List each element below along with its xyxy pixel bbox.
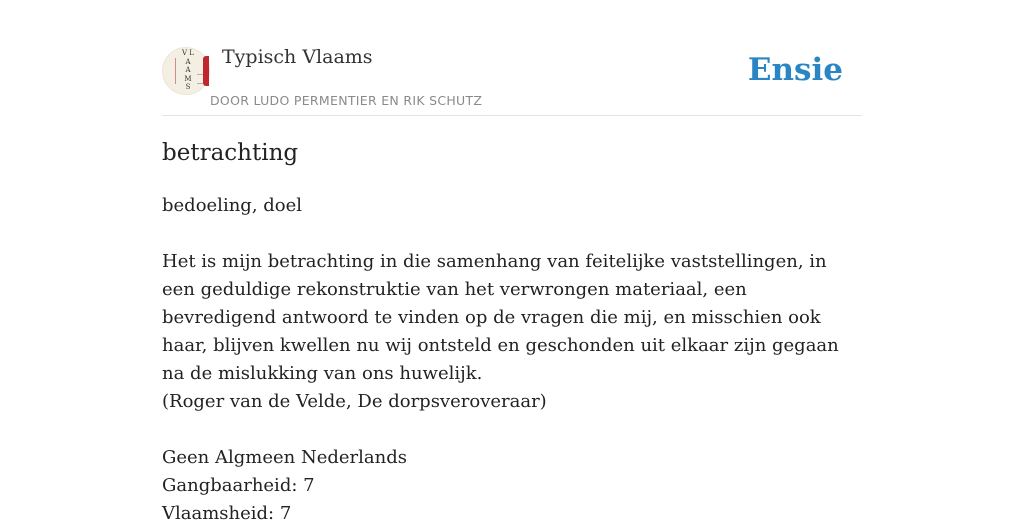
entry-source: (Roger van de Velde, De dorpsveroveraar) bbox=[162, 391, 547, 412]
entry-language-note: Geen Algmeen Nederlands bbox=[162, 447, 407, 468]
brand-logo[interactable]: Ensie bbox=[747, 52, 843, 88]
site-title[interactable]: Typisch Vlaams bbox=[222, 46, 373, 68]
site-header bbox=[162, 0, 862, 116]
entry-example: Het is mijn betrachting in die samenhang van feitelijke vaststellingen, in een geduldige rekonstruktie van het verwrongen materiaal, een bevredigend antwoord te vinden op de vragen die mij, en misschien ook haar, blijven kwellen nu wij ontsteld en geschonden uit elkaar zijn gegaan na de mislukking van ons huwelijk. bbox=[162, 251, 839, 384]
site-subtitle: DOOR LUDO PERMENTIER EN RIK SCHUTZ bbox=[210, 93, 483, 108]
logo-lettering: V L A A M S bbox=[182, 49, 194, 91]
page bbox=[162, 0, 862, 524]
entry-flemishness: Vlaamsheid: 7 bbox=[162, 503, 292, 524]
entry-word: betrachting bbox=[162, 140, 299, 166]
entry-frequency: Gangbaarheid: 7 bbox=[162, 475, 315, 496]
entry-content bbox=[162, 192, 862, 528]
book-logo-icon[interactable] bbox=[162, 47, 210, 95]
entry-definition: bedoeling, doel bbox=[162, 195, 303, 216]
